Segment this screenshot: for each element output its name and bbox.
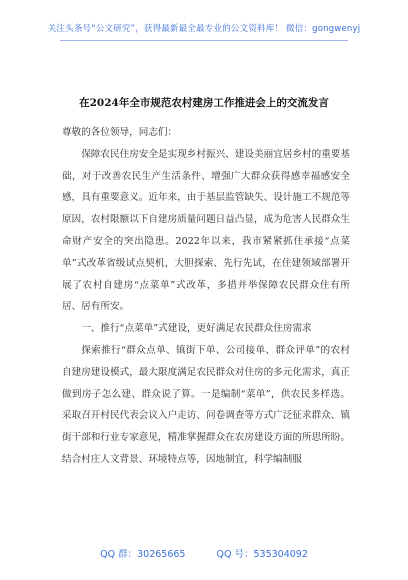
header-note: 关注头条号“公文研究”，获得最新最全最专业的公文资料库！ 微信：gongwenyj xyxy=(47,24,361,34)
header-divider xyxy=(60,40,348,41)
footer xyxy=(0,546,408,560)
paragraph: 探索推行“群众点单、镇街下单、公司接单、群众评单”的农村自建房建设模式，最大限度满足农民群众对住房的多元化需求，真正做到房子怎么建、群众说了算。一是编制“菜单”，供农民多样选。采取召开村民代表会议入户走访、问卷调查等方式广泛征求群众、镇街干部和行业专家意见，精准掌握群众在农房建设方面的所思所盼。结合村庄人文背景、环境特点等，因地制宜，科学编制服 xyxy=(62,344,350,465)
document-title: 在2024年全市规范农村建房工作推进会上的交流发言 xyxy=(79,97,329,109)
greeting: 尊敬的各位领导，同志们： xyxy=(62,127,178,138)
footer-qq-number: QQ 号：535304092 xyxy=(216,549,308,560)
paragraph: 保障农民住房安全是实现乡村振兴、建设美丽宜居乡村的重要基础，对于改善农民生产生活条件、增强广大群众获得感幸福感安全感，具有重要意义。近年来，由于基层监管缺失、设计施工不规范等原因，农村限额以下自建房质量问题日益凸显，成为危害人民群众生命财产安全的突出隐患。2022年以来，我市紧紧抓住承接“点菜单”式改革省级试点契机，大胆探索、先行先试，在住建领域部署开展了农村自建房“点菜单”式改革，多措并举保障农民群众住有所居、居有所安。 xyxy=(62,148,350,313)
section-heading: 一、推行“点菜单”式建设，更好满足农民群众住房需求 xyxy=(81,323,312,335)
document-body xyxy=(62,122,350,471)
footer-qq-group: QQ 群：30265665 xyxy=(100,549,186,560)
